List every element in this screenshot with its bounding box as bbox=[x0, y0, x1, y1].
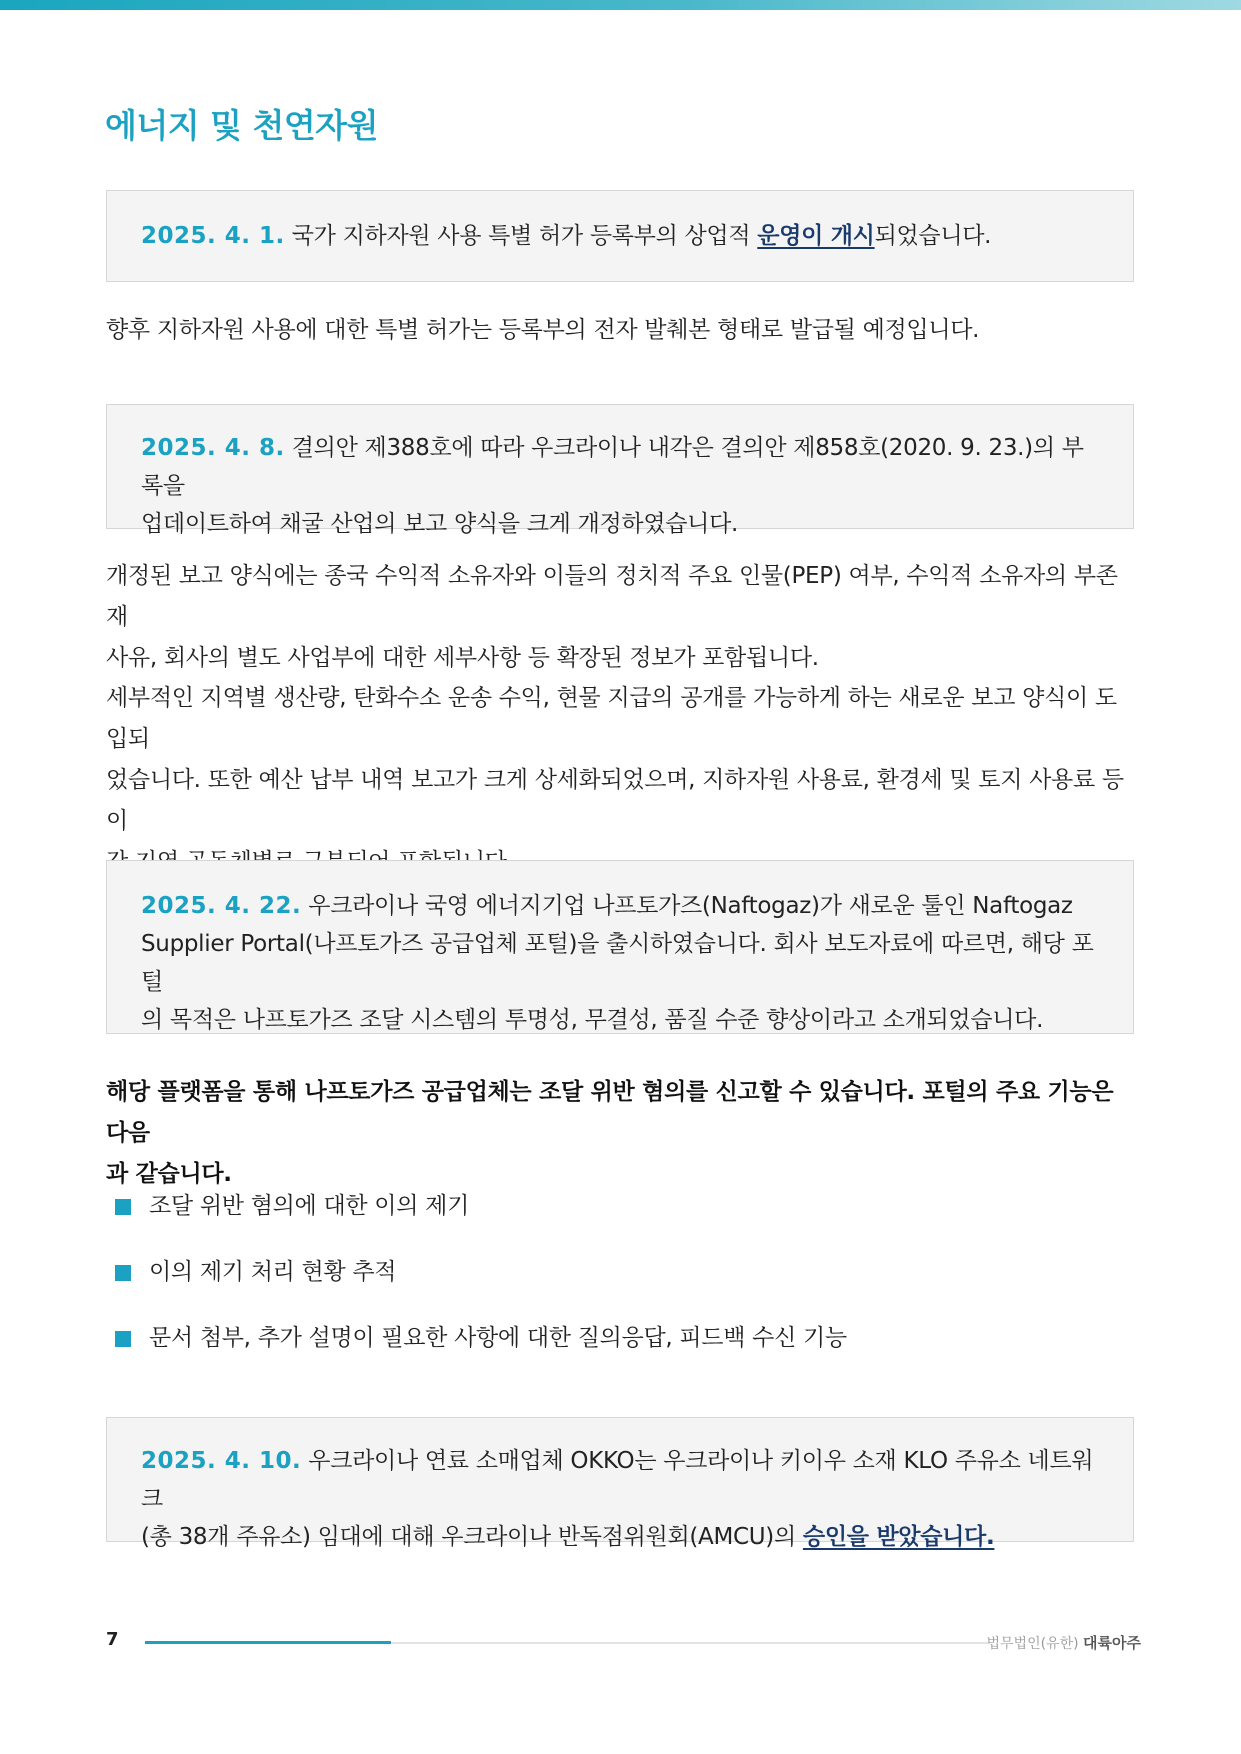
callout-text: 우크라이나 연료 소매업체 OKKO는 우크라이나 키이우 소재 KLO 주유소 네트워크 bbox=[141, 1448, 1094, 1512]
feature-list bbox=[115, 1191, 847, 1389]
callout-text: 국가 지하자원 사용 특별 허가 등록부의 상업적 bbox=[284, 223, 758, 249]
callout-line bbox=[141, 1518, 1105, 1556]
callout-line: 의 목적은 나프토가즈 조달 시스템의 투명성, 무결성, 품질 수준 향상이라고 소개되었습니다. bbox=[141, 1007, 1044, 1033]
callout-date: 2025. 4. 22. bbox=[141, 893, 302, 919]
top-accent-bar bbox=[0, 0, 1241, 10]
callout-text: 되었습니다. bbox=[874, 223, 992, 249]
callout-link[interactable]: 승인을 받았습니다. bbox=[802, 1524, 995, 1550]
firm-name: 대륙아주 bbox=[1083, 1634, 1141, 1652]
footer-divider-accent bbox=[145, 1641, 391, 1644]
news-callout-1 bbox=[106, 190, 1134, 282]
list-item-text: 문서 첨부, 추가 설명이 필요한 사항에 대한 질의응답, 피드백 수신 기능 bbox=[149, 1325, 847, 1351]
list-item bbox=[115, 1323, 847, 1389]
paragraph-3 bbox=[106, 678, 1136, 883]
page-title: 에너지 및 천연자원 bbox=[105, 106, 379, 145]
paragraph-line: 었습니다. 또한 예산 납부 내역 보고가 크게 상세화되었으며, 지하자원 사용료, 환경세 및 토지 사용료 등이 bbox=[106, 767, 1124, 834]
callout-line bbox=[141, 1442, 1105, 1518]
square-bullet-icon bbox=[115, 1199, 131, 1215]
news-callout-3 bbox=[106, 860, 1134, 1034]
callout-line: Supplier Portal(나프토가즈 공급업체 포털)을 출시하였습니다. 회사 보도자료에 따르면, 해당 포털 bbox=[141, 931, 1094, 995]
news-callout-4 bbox=[106, 1417, 1134, 1550]
callout-text: 결의안 제388호에 따라 우크라이나 내각은 결의안 제858호(2020. 9. 23.)의 부록을 bbox=[141, 435, 1084, 499]
paragraph-line: 과 같습니다. bbox=[106, 1161, 232, 1187]
paragraph-4 bbox=[106, 1072, 1136, 1195]
page-number: 7 bbox=[106, 1629, 119, 1650]
callout-line: 업데이트하여 채굴 산업의 보고 양식을 크게 개정하였습니다. bbox=[141, 511, 739, 537]
firm-prefix: 법무법인(유한) bbox=[986, 1636, 1084, 1652]
square-bullet-icon bbox=[115, 1265, 131, 1281]
paragraph-2 bbox=[106, 556, 1136, 679]
paragraph-1: 향후 지하자원 사용에 대한 특별 허가는 등록부의 전자 발췌본 형태로 발급될 예정입니다. bbox=[106, 317, 980, 343]
callout-link[interactable]: 운영이 개시 bbox=[757, 223, 875, 249]
firm-logo bbox=[987, 1632, 1142, 1653]
callout-line bbox=[141, 887, 1105, 925]
callout-date: 2025. 4. 1. bbox=[141, 223, 285, 249]
paragraph-line: 세부적인 지역별 생산량, 탄화수소 운송 수익, 현물 지급의 공개를 가능하게 하는 새로운 보고 양식이 도입되 bbox=[106, 685, 1117, 752]
callout-text: 우크라이나 국영 에너지기업 나프토가즈(Naftogaz)가 새로운 툴인 Naftogaz bbox=[301, 893, 1073, 919]
callout-date: 2025. 4. 10. bbox=[141, 1448, 302, 1474]
list-item bbox=[115, 1257, 847, 1323]
callout-line bbox=[141, 429, 1105, 505]
square-bullet-icon bbox=[115, 1331, 131, 1347]
list-item bbox=[115, 1191, 847, 1257]
paragraph-line: 해당 플랫폼을 통해 나프토가즈 공급업체는 조달 위반 혐의를 신고할 수 있습니다. 포털의 주요 기능은 다음 bbox=[106, 1079, 1114, 1146]
paragraph-line: 사유, 회사의 별도 사업부에 대한 세부사항 등 확장된 정보가 포함됩니다. bbox=[106, 645, 819, 671]
list-item-text: 이의 제기 처리 현황 추적 bbox=[149, 1259, 397, 1285]
news-callout-2 bbox=[106, 404, 1134, 537]
paragraph-line: 개정된 보고 양식에는 종국 수익적 소유자와 이들의 정치적 주요 인물(PEP) 여부, 수익적 소유자의 부존재 bbox=[106, 563, 1118, 630]
callout-date: 2025. 4. 8. bbox=[141, 435, 285, 461]
list-item-text: 조달 위반 혐의에 대한 이의 제기 bbox=[149, 1193, 469, 1219]
callout-text: (총 38개 주유소) 임대에 대해 우크라이나 반독점위원회(AMCU)의 bbox=[141, 1524, 803, 1550]
